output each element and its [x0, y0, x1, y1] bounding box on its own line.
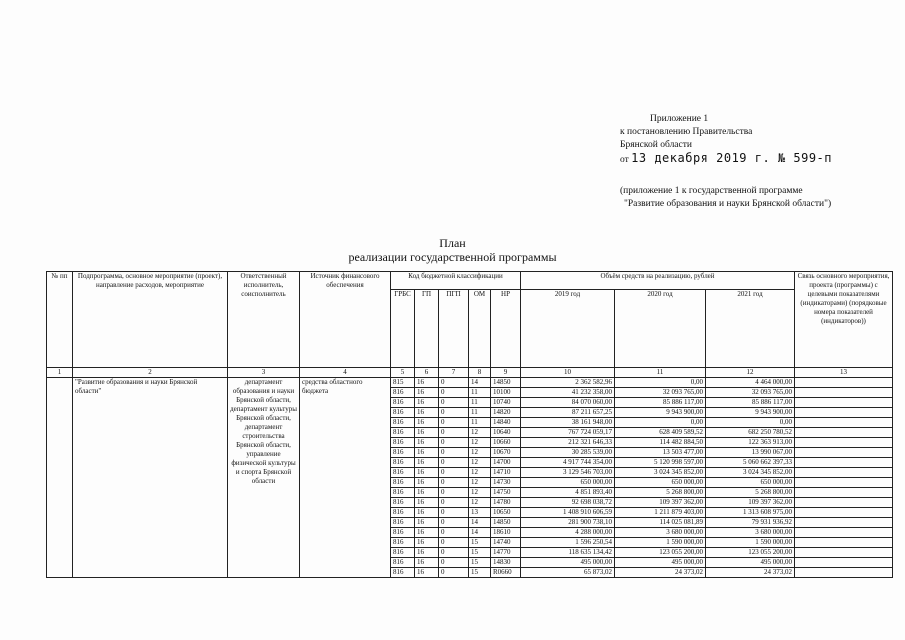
grbs-cell: 816 [391, 568, 415, 578]
header-executor: Ответственный исполнитель, соисполнитель [228, 272, 300, 368]
table-row [47, 378, 893, 388]
executor-cell: департамент образования и науки Брянской области, департамент культуры Брянской области, департамент строительства Брянской области, управление физической культуры и спорта Брянской области [228, 378, 300, 578]
amount-2020-cell: 650 000,00 [615, 478, 706, 488]
amount-2019-cell: 650 000,00 [521, 478, 615, 488]
np-cell: 14750 [491, 488, 521, 498]
amount-2020-cell: 1 590 000,00 [615, 538, 706, 548]
om-cell: 12 [469, 458, 491, 468]
indicator-link-cell [795, 418, 893, 428]
header-2019: 2019 год [521, 290, 615, 368]
pgp-cell: 0 [439, 428, 469, 438]
header-source: Источник финансового обеспечения [300, 272, 391, 368]
indicator-link-cell [795, 528, 893, 538]
gp-cell: 16 [415, 428, 439, 438]
column-number: 7 [439, 368, 469, 378]
pgp-cell: 0 [439, 498, 469, 508]
amount-2019-cell: 41 232 358,00 [521, 388, 615, 398]
amount-2021-cell: 123 055 200,00 [706, 548, 795, 558]
amount-2021-cell: 9 943 900,00 [706, 408, 795, 418]
amount-2021-cell: 24 373,02 [706, 568, 795, 578]
indicator-link-cell [795, 538, 893, 548]
column-number: 10 [521, 368, 615, 378]
amount-2020-cell: 1 211 879 403,00 [615, 508, 706, 518]
np-cell: 14850 [491, 518, 521, 528]
om-cell: 11 [469, 418, 491, 428]
amount-2020-cell: 109 397 362,00 [615, 498, 706, 508]
pgp-cell: 0 [439, 398, 469, 408]
indicator-link-cell [795, 478, 893, 488]
om-cell: 13 [469, 508, 491, 518]
om-cell: 12 [469, 428, 491, 438]
pgp-cell: 0 [439, 388, 469, 398]
indicator-link-cell [795, 398, 893, 408]
indicator-link-cell [795, 458, 893, 468]
pgp-cell: 0 [439, 438, 469, 448]
np-cell: 10640 [491, 428, 521, 438]
annex-line-3: Брянской области [620, 140, 692, 150]
amount-2020-cell: 32 093 765,00 [615, 388, 706, 398]
pgp-cell: 0 [439, 508, 469, 518]
gp-cell: 16 [415, 568, 439, 578]
annex-date-prefix: от [620, 155, 629, 165]
program-reference-line-2: "Развитие образования и науки Брянской области") [624, 199, 832, 209]
om-cell: 12 [469, 498, 491, 508]
amount-2021-cell: 79 931 936,92 [706, 518, 795, 528]
gp-cell: 16 [415, 418, 439, 428]
column-number-row [47, 368, 893, 378]
annex-line-1: Приложение 1 [650, 114, 709, 124]
amount-2020-cell: 13 503 477,00 [615, 448, 706, 458]
gp-cell: 16 [415, 468, 439, 478]
grbs-cell: 816 [391, 498, 415, 508]
amount-2020-cell: 85 886 117,00 [615, 398, 706, 408]
amount-2021-cell: 13 990 067,00 [706, 448, 795, 458]
np-cell: 14780 [491, 498, 521, 508]
grbs-cell: 816 [391, 448, 415, 458]
header-row-1 [47, 272, 893, 290]
amount-2021-cell: 682 250 780,52 [706, 428, 795, 438]
amount-2020-cell: 24 373,02 [615, 568, 706, 578]
np-cell: 10660 [491, 438, 521, 448]
annex-date-value: 13 декабря 2019 г. № 599-п [631, 151, 832, 165]
np-cell: 14830 [491, 558, 521, 568]
amount-2020-cell: 114 025 081,89 [615, 518, 706, 528]
amount-2021-cell: 4 464 000,00 [706, 378, 795, 388]
indicator-link-cell [795, 508, 893, 518]
amount-2021-cell: 109 397 362,00 [706, 498, 795, 508]
grbs-cell: 816 [391, 468, 415, 478]
header-np: НР [491, 290, 521, 368]
grbs-cell: 816 [391, 548, 415, 558]
amount-2019-cell: 1 596 250,54 [521, 538, 615, 548]
np-cell: 10740 [491, 398, 521, 408]
np-cell: 10650 [491, 508, 521, 518]
title-line-2: реализации государственной программы [348, 250, 557, 264]
annex-date-line [620, 152, 832, 167]
gp-cell: 16 [415, 508, 439, 518]
column-number: 5 [391, 368, 415, 378]
pgp-cell: 0 [439, 518, 469, 528]
pgp-cell: 0 [439, 448, 469, 458]
amount-2019-cell: 3 129 546 703,00 [521, 468, 615, 478]
column-number: 1 [47, 368, 73, 378]
pgp-cell: 0 [439, 468, 469, 478]
np-cell: 14840 [491, 418, 521, 428]
header-2020: 2020 год [615, 290, 706, 368]
column-number: 2 [73, 368, 228, 378]
row-number-cell [47, 378, 73, 578]
np-cell: 14740 [491, 538, 521, 548]
gp-cell: 16 [415, 528, 439, 538]
program-name-cell: "Развитие образования и науки Брянской области" [73, 378, 228, 578]
om-cell: 12 [469, 478, 491, 488]
amount-2021-cell: 3 024 345 852,00 [706, 468, 795, 478]
grbs-cell: 816 [391, 508, 415, 518]
gp-cell: 16 [415, 438, 439, 448]
amount-2019-cell: 4 917 744 354,00 [521, 458, 615, 468]
amount-2019-cell: 1 408 910 606,59 [521, 508, 615, 518]
amount-2020-cell: 5 268 800,00 [615, 488, 706, 498]
amount-2021-cell: 122 363 913,00 [706, 438, 795, 448]
pgp-cell: 0 [439, 548, 469, 558]
om-cell: 15 [469, 538, 491, 548]
indicator-link-cell [795, 448, 893, 458]
pgp-cell: 0 [439, 458, 469, 468]
grbs-cell: 816 [391, 528, 415, 538]
indicator-link-cell [795, 548, 893, 558]
om-cell: 12 [469, 488, 491, 498]
amount-2021-cell: 32 093 765,00 [706, 388, 795, 398]
header-om: ОМ [469, 290, 491, 368]
header-num: № пп [47, 272, 73, 368]
grbs-cell: 816 [391, 458, 415, 468]
amount-2019-cell: 2 362 582,96 [521, 378, 615, 388]
header-grbs: ГРБС [391, 290, 415, 368]
pgp-cell: 0 [439, 408, 469, 418]
grbs-cell: 816 [391, 408, 415, 418]
amount-2019-cell: 38 161 948,00 [521, 418, 615, 428]
amount-2021-cell: 650 000,00 [706, 478, 795, 488]
amount-2020-cell: 0,00 [615, 418, 706, 428]
amount-2021-cell: 3 680 000,00 [706, 528, 795, 538]
amount-2021-cell: 1 590 000,00 [706, 538, 795, 548]
grbs-cell: 816 [391, 388, 415, 398]
header-subprogram: Подпрограмма, основное мероприятие (проект), направление расходов, мероприятие [73, 272, 228, 368]
amount-2021-cell: 495 000,00 [706, 558, 795, 568]
column-number: 13 [795, 368, 893, 378]
program-reference [620, 185, 831, 211]
om-cell: 14 [469, 518, 491, 528]
om-cell: 11 [469, 398, 491, 408]
column-number: 4 [300, 368, 391, 378]
om-cell: 14 [469, 378, 491, 388]
amount-2020-cell: 123 055 200,00 [615, 548, 706, 558]
om-cell: 11 [469, 408, 491, 418]
om-cell: 12 [469, 448, 491, 458]
om-cell: 14 [469, 528, 491, 538]
amount-2019-cell: 495 000,00 [521, 558, 615, 568]
om-cell: 15 [469, 548, 491, 558]
pgp-cell: 0 [439, 418, 469, 428]
amount-2020-cell: 0,00 [615, 378, 706, 388]
gp-cell: 16 [415, 538, 439, 548]
gp-cell: 16 [415, 378, 439, 388]
indicator-link-cell [795, 498, 893, 508]
np-cell: 10670 [491, 448, 521, 458]
amount-2021-cell: 85 886 117,00 [706, 398, 795, 408]
indicator-link-cell [795, 378, 893, 388]
pgp-cell: 0 [439, 568, 469, 578]
header-budget-code: Код бюджетной классификации [391, 272, 521, 290]
indicator-link-cell [795, 568, 893, 578]
column-number: 8 [469, 368, 491, 378]
amount-2019-cell: 87 211 657,25 [521, 408, 615, 418]
grbs-cell: 816 [391, 428, 415, 438]
amount-2020-cell: 495 000,00 [615, 558, 706, 568]
column-number: 12 [706, 368, 795, 378]
om-cell: 15 [469, 568, 491, 578]
np-cell: 14850 [491, 378, 521, 388]
grbs-cell: 816 [391, 478, 415, 488]
amount-2019-cell: 84 070 060,00 [521, 398, 615, 408]
amount-2020-cell: 9 943 900,00 [615, 408, 706, 418]
column-number: 11 [615, 368, 706, 378]
annex-header [620, 113, 832, 167]
grbs-cell: 816 [391, 538, 415, 548]
pgp-cell: 0 [439, 558, 469, 568]
grbs-cell: 816 [391, 488, 415, 498]
om-cell: 12 [469, 438, 491, 448]
source-cell: средства областного бюджета [300, 378, 391, 578]
column-number: 9 [491, 368, 521, 378]
gp-cell: 16 [415, 558, 439, 568]
amount-2019-cell: 65 873,02 [521, 568, 615, 578]
amount-2021-cell: 5 268 800,00 [706, 488, 795, 498]
indicator-link-cell [795, 518, 893, 528]
amount-2019-cell: 30 285 539,00 [521, 448, 615, 458]
amount-2020-cell: 628 409 589,52 [615, 428, 706, 438]
gp-cell: 16 [415, 448, 439, 458]
np-cell: 14770 [491, 548, 521, 558]
amount-2021-cell: 5 060 662 397,33 [706, 458, 795, 468]
program-reference-line-1: (приложение 1 к государственной программе [620, 186, 803, 196]
om-cell: 11 [469, 388, 491, 398]
gp-cell: 16 [415, 458, 439, 468]
gp-cell: 16 [415, 548, 439, 558]
amount-2019-cell: 118 635 134,42 [521, 548, 615, 558]
amount-2020-cell: 3 024 345 852,00 [615, 468, 706, 478]
gp-cell: 16 [415, 518, 439, 528]
amount-2019-cell: 281 900 738,10 [521, 518, 615, 528]
np-cell: 18610 [491, 528, 521, 538]
header-gp: ГП [415, 290, 439, 368]
om-cell: 15 [469, 558, 491, 568]
indicator-link-cell [795, 388, 893, 398]
gp-cell: 16 [415, 398, 439, 408]
grbs-cell: 815 [391, 378, 415, 388]
pgp-cell: 0 [439, 488, 469, 498]
indicator-link-cell [795, 438, 893, 448]
pgp-cell: 0 [439, 538, 469, 548]
pgp-cell: 0 [439, 478, 469, 488]
amount-2019-cell: 4 851 893,40 [521, 488, 615, 498]
grbs-cell: 816 [391, 398, 415, 408]
amount-2020-cell: 3 680 000,00 [615, 528, 706, 538]
header-2021: 2021 год [706, 290, 795, 368]
gp-cell: 16 [415, 388, 439, 398]
pgp-cell: 0 [439, 378, 469, 388]
pgp-cell: 0 [439, 528, 469, 538]
gp-cell: 16 [415, 488, 439, 498]
amount-2019-cell: 212 321 646,33 [521, 438, 615, 448]
amount-2019-cell: 4 288 000,00 [521, 528, 615, 538]
indicator-link-cell [795, 428, 893, 438]
amount-2020-cell: 5 120 998 597,00 [615, 458, 706, 468]
np-cell: R0660 [491, 568, 521, 578]
om-cell: 12 [469, 468, 491, 478]
plan-table [46, 271, 893, 578]
grbs-cell: 816 [391, 418, 415, 428]
column-number: 3 [228, 368, 300, 378]
column-number: 6 [415, 368, 439, 378]
amount-2019-cell: 92 698 038,72 [521, 498, 615, 508]
np-cell: 14710 [491, 468, 521, 478]
amount-2019-cell: 767 724 059,17 [521, 428, 615, 438]
gp-cell: 16 [415, 498, 439, 508]
indicator-link-cell [795, 408, 893, 418]
amount-2021-cell: 1 313 608 975,00 [706, 508, 795, 518]
annex-line-2: к постановлению Правительства [620, 127, 753, 137]
grbs-cell: 816 [391, 518, 415, 528]
document-title [0, 236, 905, 264]
grbs-cell: 816 [391, 438, 415, 448]
header-pgp: ПГП [439, 290, 469, 368]
amount-2020-cell: 114 482 884,50 [615, 438, 706, 448]
indicator-link-cell [795, 488, 893, 498]
np-cell: 14820 [491, 408, 521, 418]
header-link: Связь основного мероприятия, проекта (программы) с целевыми показателями (индикаторами) (порядковые номера показателей (индикаторов)) [795, 272, 893, 368]
amount-2021-cell: 0,00 [706, 418, 795, 428]
gp-cell: 16 [415, 478, 439, 488]
header-volume: Объём средств на реализацию, рублей [521, 272, 795, 290]
np-cell: 14730 [491, 478, 521, 488]
indicator-link-cell [795, 558, 893, 568]
np-cell: 14700 [491, 458, 521, 468]
title-line-1: План [439, 236, 466, 250]
grbs-cell: 816 [391, 558, 415, 568]
gp-cell: 16 [415, 408, 439, 418]
np-cell: 10100 [491, 388, 521, 398]
indicator-link-cell [795, 468, 893, 478]
